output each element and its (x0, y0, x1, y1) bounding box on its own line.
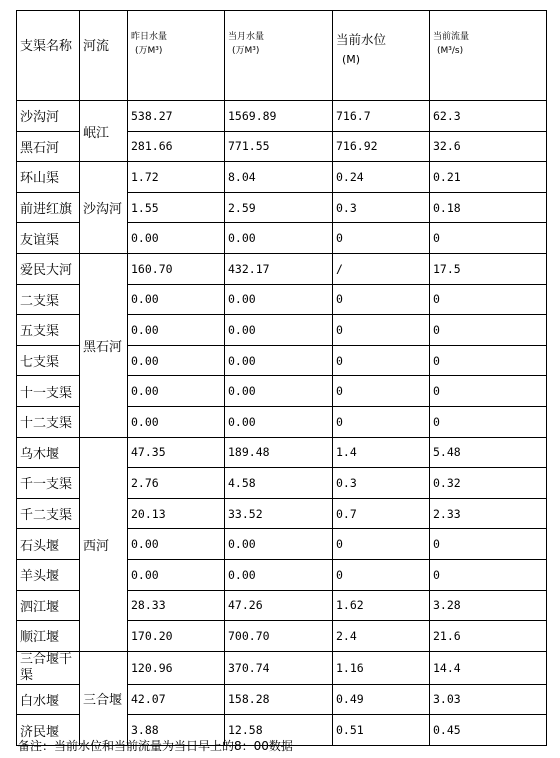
month-volume: 0.00 (225, 345, 333, 376)
flow: 0 (430, 376, 547, 407)
channel-name: 千二支渠 (17, 498, 80, 529)
flow: 5.48 (430, 437, 547, 468)
month-volume: 4.58 (225, 468, 333, 499)
flow: 21.6 (430, 621, 547, 652)
channel-name: 黑石河 (17, 131, 80, 162)
water-level: 0.51 (333, 715, 430, 746)
river-cell: 沙沟河 (80, 162, 128, 254)
yesterday-volume: 0.00 (128, 559, 225, 590)
flow: 0 (430, 559, 547, 590)
yesterday-volume: 28.33 (128, 590, 225, 621)
yesterday-volume: 0.00 (128, 284, 225, 315)
flow: 2.33 (430, 498, 547, 529)
yesterday-volume: 1.55 (128, 192, 225, 223)
water-level: 1.16 (333, 651, 430, 684)
flow: 0 (430, 315, 547, 346)
header-flow: 当前流量 (M³/s) (430, 11, 547, 101)
yesterday-volume: 0.00 (128, 406, 225, 437)
flow: 0 (430, 223, 547, 254)
water-level: 2.4 (333, 621, 430, 652)
river-cell: 西河 (80, 437, 128, 651)
channel-name: 友谊渠 (17, 223, 80, 254)
table-row (17, 437, 547, 468)
water-level: 0.24 (333, 162, 430, 193)
month-volume: 8.04 (225, 162, 333, 193)
month-volume: 1569.89 (225, 101, 333, 132)
channel-name: 千一支渠 (17, 468, 80, 499)
yesterday-volume: 0.00 (128, 529, 225, 560)
yesterday-volume: 20.13 (128, 498, 225, 529)
flow: 0 (430, 345, 547, 376)
month-volume: 0.00 (225, 284, 333, 315)
yesterday-volume: 0.00 (128, 315, 225, 346)
water-level: 0 (333, 284, 430, 315)
water-level: 0 (333, 315, 430, 346)
channel-name: 泗江堰 (17, 590, 80, 621)
yesterday-volume: 3.88 (128, 715, 225, 746)
flow: 32.6 (430, 131, 547, 162)
river-cell: 黑石河 (80, 253, 128, 437)
yesterday-volume: 2.76 (128, 468, 225, 499)
yesterday-volume: 120.96 (128, 651, 225, 684)
table-row (17, 651, 547, 684)
header-yesterday-volume: 昨日水量 (万M³) (128, 11, 225, 101)
yesterday-volume: 42.07 (128, 684, 225, 715)
water-level: 716.92 (333, 131, 430, 162)
yesterday-volume: 0.00 (128, 376, 225, 407)
channel-name: 沙沟河 (17, 101, 80, 132)
table-footnote: 备注：当前水位和当前流量为当日早上的8：00数据 (18, 739, 293, 753)
table-header-row (17, 11, 547, 101)
water-level: 0.7 (333, 498, 430, 529)
month-volume: 370.74 (225, 651, 333, 684)
channel-name: 十一支渠 (17, 376, 80, 407)
header-river: 河流 (80, 11, 128, 101)
month-volume: 700.70 (225, 621, 333, 652)
yesterday-volume: 281.66 (128, 131, 225, 162)
month-volume: 0.00 (225, 376, 333, 407)
month-volume: 771.55 (225, 131, 333, 162)
yesterday-volume: 170.20 (128, 621, 225, 652)
month-volume: 2.59 (225, 192, 333, 223)
month-volume: 47.26 (225, 590, 333, 621)
channel-name: 济民堰 (17, 715, 80, 746)
yesterday-volume: 0.00 (128, 223, 225, 254)
month-volume: 33.52 (225, 498, 333, 529)
channel-name: 顺江堰 (17, 621, 80, 652)
flow: 0.45 (430, 715, 547, 746)
month-volume: 12.58 (225, 715, 333, 746)
river-cell: 岷江 (80, 101, 128, 162)
channel-name: 前进红旗 (17, 192, 80, 223)
channel-name: 爱民大河 (17, 253, 80, 284)
month-volume: 0.00 (225, 529, 333, 560)
flow: 0 (430, 529, 547, 560)
water-level: 0.3 (333, 192, 430, 223)
water-data-table (16, 10, 547, 746)
header-water-level: 当前水位 (M) (333, 11, 430, 101)
table-row (17, 253, 547, 284)
channel-name: 五支渠 (17, 315, 80, 346)
water-level: 0.3 (333, 468, 430, 499)
header-month-volume: 当月水量 (万M³) (225, 11, 333, 101)
water-level: 0 (333, 376, 430, 407)
water-level: 0 (333, 559, 430, 590)
table-row (17, 101, 547, 132)
water-level: 0 (333, 223, 430, 254)
flow: 0.32 (430, 468, 547, 499)
yesterday-volume: 1.72 (128, 162, 225, 193)
river-cell: 三合堰 (80, 651, 128, 745)
channel-name: 十二支渠 (17, 406, 80, 437)
water-level: 0 (333, 529, 430, 560)
month-volume: 0.00 (225, 559, 333, 590)
water-level: 1.62 (333, 590, 430, 621)
month-volume: 0.00 (225, 406, 333, 437)
flow: 17.5 (430, 253, 547, 284)
water-level: 1.4 (333, 437, 430, 468)
month-volume: 0.00 (225, 315, 333, 346)
channel-name: 环山渠 (17, 162, 80, 193)
header-name: 支渠名称 (17, 11, 80, 101)
flow: 3.03 (430, 684, 547, 715)
channel-name: 白水堰 (17, 684, 80, 715)
yesterday-volume: 160.70 (128, 253, 225, 284)
flow: 0 (430, 406, 547, 437)
water-level: / (333, 253, 430, 284)
month-volume: 189.48 (225, 437, 333, 468)
flow: 0.21 (430, 162, 547, 193)
flow: 0 (430, 284, 547, 315)
channel-name: 三合堰干渠 (17, 651, 80, 684)
flow: 14.4 (430, 651, 547, 684)
water-level: 0 (333, 406, 430, 437)
flow: 62.3 (430, 101, 547, 132)
channel-name: 石头堰 (17, 529, 80, 560)
channel-name: 七支渠 (17, 345, 80, 376)
month-volume: 0.00 (225, 223, 333, 254)
channel-name: 二支渠 (17, 284, 80, 315)
month-volume: 158.28 (225, 684, 333, 715)
flow: 0.18 (430, 192, 547, 223)
water-level: 716.7 (333, 101, 430, 132)
yesterday-volume: 47.35 (128, 437, 225, 468)
flow: 3.28 (430, 590, 547, 621)
water-level: 0 (333, 345, 430, 376)
channel-name: 羊头堰 (17, 559, 80, 590)
channel-name: 乌木堰 (17, 437, 80, 468)
yesterday-volume: 538.27 (128, 101, 225, 132)
water-level: 0.49 (333, 684, 430, 715)
month-volume: 432.17 (225, 253, 333, 284)
table-row (17, 162, 547, 193)
yesterday-volume: 0.00 (128, 345, 225, 376)
